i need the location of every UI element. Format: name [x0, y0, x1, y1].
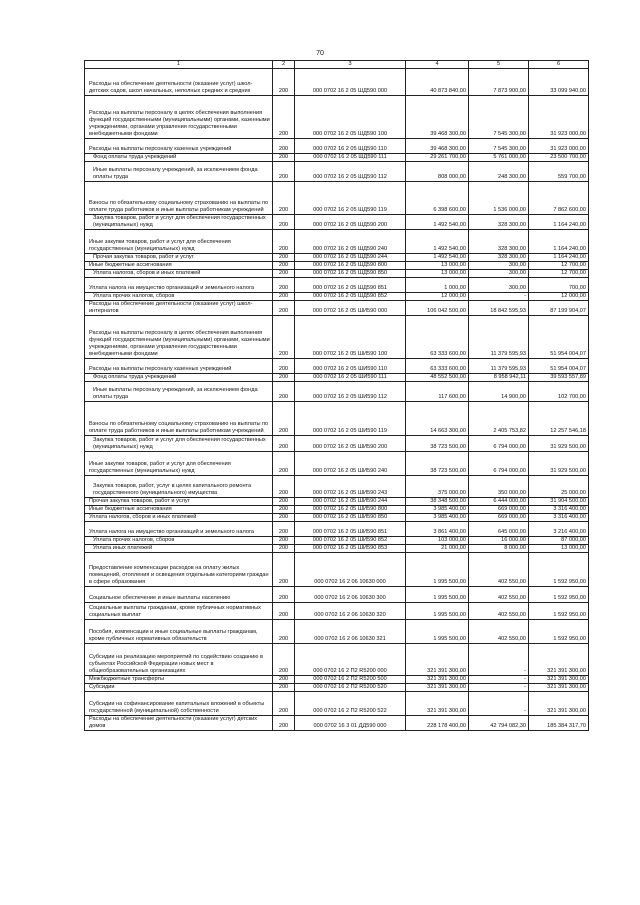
row-name: Расходы на обеспечение деятельности (оказание услуг) школ-детских садов, школ начальных, неполных средних и средних — [85, 69, 273, 96]
row-kbk: 000 0702 16 2 05 ШИ590 852 — [295, 537, 406, 545]
row-code: 200 — [273, 254, 295, 262]
row-value-remaining: 1 592 950,00 — [529, 553, 589, 587]
row-value-remaining: 3 316 400,00 — [529, 514, 589, 522]
row-value-executed: 669 000,00 — [469, 514, 529, 522]
row-value-plan: 38 348 500,00 — [406, 498, 469, 506]
table-row — [85, 293, 589, 301]
row-code: 200 — [273, 182, 295, 215]
table-row — [85, 684, 589, 692]
row-value-executed: 402 550,00 — [469, 587, 529, 603]
row-kbk: 000 0702 16 2 05 ШИ590 853 — [295, 545, 406, 553]
row-code: 200 — [273, 359, 295, 374]
column-header: 5 — [469, 61, 529, 69]
row-value-remaining: 12 700,00 — [529, 262, 589, 270]
row-value-plan: 1 995 500,00 — [406, 587, 469, 603]
row-name: Иные закупки товаров, работ и услуг для обеспечения государственных (муниципальных) нужд — [85, 452, 273, 476]
row-value-remaining: 39 593 557,89 — [529, 374, 589, 382]
table-row — [85, 514, 589, 522]
column-header: 6 — [529, 61, 589, 69]
table-row — [85, 476, 589, 498]
row-value-plan: 13 000,00 — [406, 262, 469, 270]
row-value-remaining: 185 384 317,70 — [529, 716, 589, 731]
page-number: 70 — [316, 50, 324, 57]
row-code: 200 — [273, 506, 295, 514]
row-name: Иные бюджетные ассигнования — [85, 506, 273, 514]
row-code: 200 — [273, 587, 295, 603]
table-row — [85, 316, 589, 359]
row-kbk: 000 0702 16 2 05 ШД590 200 — [295, 215, 406, 230]
row-value-plan: 13 000,00 — [406, 270, 469, 278]
row-kbk: 000 0702 16 2 05 ШИ590 240 — [295, 452, 406, 476]
row-code: 200 — [273, 514, 295, 522]
row-kbk: 000 0702 16 2 05 ШД590 850 — [295, 270, 406, 278]
row-value-executed: 350 000,00 — [469, 476, 529, 498]
row-value-executed: 328 300,00 — [469, 254, 529, 262]
row-name: Уплата налога на имущество организаций и земельного налога — [85, 522, 273, 537]
row-name: Иные выплаты персоналу учреждений, за исключением фонда оплаты труда — [85, 382, 273, 402]
row-code: 200 — [273, 676, 295, 684]
row-value-plan: 6 398 600,00 — [406, 182, 469, 215]
row-code: 200 — [273, 154, 295, 162]
row-code: 200 — [273, 293, 295, 301]
row-kbk: 000 0702 16 2 05 ШИ590 800 — [295, 506, 406, 514]
row-value-plan: 321 391 300,00 — [406, 684, 469, 692]
row-code: 200 — [273, 692, 295, 716]
row-kbk: 000 0702 16 2 05 ШД590 240 — [295, 230, 406, 254]
row-value-plan: 117 600,00 — [406, 382, 469, 402]
row-code: 200 — [273, 215, 295, 230]
row-value-remaining: 12 257 546,18 — [529, 402, 589, 436]
row-value-remaining: 31 923 000,00 — [529, 96, 589, 139]
row-name: Расходы на выплаты персоналу казенных учреждений — [85, 139, 273, 154]
row-value-remaining: 25 000,00 — [529, 476, 589, 498]
table-row — [85, 603, 589, 620]
row-name: Иные закупки товаров, работ и услуг для обеспечения государственных (муниципальных) нужд — [85, 230, 273, 254]
row-name: Взносы по обязательному социальному страхованию на выплаты по оплате труда работников и иные выплаты работникам учреждений — [85, 182, 273, 215]
table-row — [85, 553, 589, 587]
row-code: 200 — [273, 139, 295, 154]
row-kbk: 000 0702 16 2 05 ШИ590 243 — [295, 476, 406, 498]
table-header-row — [85, 61, 589, 69]
row-value-plan: 321 391 300,00 — [406, 692, 469, 716]
row-kbk: 000 0702 16 2 05 ШД590 111 — [295, 154, 406, 162]
table-row — [85, 69, 589, 96]
row-value-plan: 228 178 400,00 — [406, 716, 469, 731]
row-name: Прочая закупка товаров, работ и услуг — [85, 254, 273, 262]
row-value-executed: 328 300,00 — [469, 230, 529, 254]
table-row — [85, 374, 589, 382]
row-kbk: 000 0702 16 2 05 ШИ590 111 — [295, 374, 406, 382]
row-value-plan: 1 492 540,00 — [406, 215, 469, 230]
row-name: Расходы на выплаты персоналу в целях обеспечения выполнения функций государственными (муниципальными) органами, казенными учреждениями, органами управления государственными внебюджетными фондами — [85, 96, 273, 139]
row-name: Уплата налога на имущество организаций и земельного налога — [85, 278, 273, 293]
row-name: Иные выплаты персоналу учреждений, за исключением фонда оплаты труда — [85, 162, 273, 182]
table-row — [85, 545, 589, 553]
row-code: 200 — [273, 553, 295, 587]
row-value-remaining: 1 164 240,00 — [529, 230, 589, 254]
row-value-remaining: 3 316 400,00 — [529, 506, 589, 514]
row-value-remaining: 13 000,00 — [529, 545, 589, 553]
row-kbk: 000 0702 16 2 05 ШД590 851 — [295, 278, 406, 293]
row-name: Межбюджетные трансферты — [85, 676, 273, 684]
row-value-remaining: 321 391 300,00 — [529, 644, 589, 676]
row-value-plan: 106 042 500,00 — [406, 301, 469, 316]
row-name: Закупка товаров, работ и услуг для обеспечения государственных (муниципальных) нужд — [85, 215, 273, 230]
table-row — [85, 139, 589, 154]
row-name: Закупка товаров, работ, услуг в целях капитального ремонта государственного (муниципального) имущества — [85, 476, 273, 498]
row-value-remaining: 321 391 300,00 — [529, 676, 589, 684]
row-name: Фонд оплаты труда учреждений — [85, 374, 273, 382]
row-kbk: 000 0702 16 2 05 ШД590 800 — [295, 262, 406, 270]
table-row — [85, 522, 589, 537]
row-code: 200 — [273, 230, 295, 254]
row-value-executed: 300,00 — [469, 270, 529, 278]
row-kbk: 000 0702 16 2 06 10630 300 — [295, 587, 406, 603]
row-value-executed: 300,00 — [469, 278, 529, 293]
row-value-remaining: 1 592 950,00 — [529, 603, 589, 620]
row-kbk: 000 0702 16 2 05 ШИ590 119 — [295, 402, 406, 436]
row-value-executed: 8 000,00 — [469, 545, 529, 553]
row-value-remaining: 102 700,00 — [529, 382, 589, 402]
row-kbk: 000 0702 16 3 01 ДД590 000 — [295, 716, 406, 731]
table-row — [85, 676, 589, 684]
row-value-remaining: 3 216 400,00 — [529, 522, 589, 537]
row-value-plan: 12 000,00 — [406, 293, 469, 301]
row-value-executed: - — [469, 293, 529, 301]
row-value-plan: 29 261 700,00 — [406, 154, 469, 162]
row-code: 200 — [273, 684, 295, 692]
row-value-remaining: 51 954 004,07 — [529, 316, 589, 359]
row-value-remaining: 321 391 300,00 — [529, 684, 589, 692]
row-name: Закупка товаров, работ и услуг для обеспечения государственных (муниципальных) нужд — [85, 436, 273, 452]
table-row — [85, 436, 589, 452]
row-value-remaining: 33 099 940,00 — [529, 69, 589, 96]
table-row — [85, 96, 589, 139]
row-value-plan: 321 391 300,00 — [406, 676, 469, 684]
row-kbk: 000 0702 16 2 05 ШД590 110 — [295, 139, 406, 154]
row-code: 200 — [273, 522, 295, 537]
row-kbk: 000 0702 16 2 05 ШД590 000 — [295, 69, 406, 96]
row-value-remaining: 700,00 — [529, 278, 589, 293]
row-name: Уплата прочих налогов, сборов — [85, 293, 273, 301]
row-kbk: 000 0702 16 2 06 10630 000 — [295, 553, 406, 587]
row-value-plan: 1 000,00 — [406, 278, 469, 293]
row-kbk: 000 0702 16 2 05 ШД590 100 — [295, 96, 406, 139]
row-code: 200 — [273, 270, 295, 278]
row-name: Фонд оплаты труда учреждений — [85, 154, 273, 162]
row-code: 200 — [273, 262, 295, 270]
row-value-plan: 63 333 600,00 — [406, 316, 469, 359]
budget-table — [84, 60, 589, 731]
row-value-plan: 39 468 300,00 — [406, 139, 469, 154]
row-value-remaining: 87 199 904,07 — [529, 301, 589, 316]
row-code: 200 — [273, 278, 295, 293]
row-value-remaining: 31 923 000,00 — [529, 139, 589, 154]
row-code: 200 — [273, 603, 295, 620]
row-code: 200 — [273, 537, 295, 545]
column-header: 3 — [295, 61, 406, 69]
row-value-remaining: 31 929 500,00 — [529, 436, 589, 452]
row-value-executed: 42 794 082,30 — [469, 716, 529, 731]
row-value-executed: 402 550,00 — [469, 603, 529, 620]
table-row — [85, 587, 589, 603]
row-code: 200 — [273, 162, 295, 182]
row-value-executed: 248 300,00 — [469, 162, 529, 182]
row-value-remaining: 31 929 500,00 — [529, 452, 589, 476]
row-value-remaining: 1 592 950,00 — [529, 587, 589, 603]
row-value-executed: 645 000,00 — [469, 522, 529, 537]
row-code: 200 — [273, 620, 295, 644]
row-kbk: 000 0702 16 2 П2 R5200 520 — [295, 684, 406, 692]
row-value-plan: 14 663 300,00 — [406, 402, 469, 436]
row-kbk: 000 0702 16 2 П2 R5200 000 — [295, 644, 406, 676]
row-value-executed: 300,00 — [469, 262, 529, 270]
table-row — [85, 270, 589, 278]
table-row — [85, 254, 589, 262]
row-code: 200 — [273, 476, 295, 498]
row-value-executed: 328 300,00 — [469, 215, 529, 230]
row-value-executed: 669 000,00 — [469, 506, 529, 514]
row-value-executed: 402 550,00 — [469, 553, 529, 587]
row-kbk: 000 0702 16 2 06 10630 321 — [295, 620, 406, 644]
table-row — [85, 644, 589, 676]
row-kbk: 000 0702 16 2 П2 R5200 500 — [295, 676, 406, 684]
table-row — [85, 452, 589, 476]
table-row — [85, 498, 589, 506]
row-kbk: 000 0702 16 2 06 10630 320 — [295, 603, 406, 620]
row-name: Пособия, компенсации и иные социальные выплаты гражданам, кроме публичных нормативных обязательств — [85, 620, 273, 644]
table-row — [85, 301, 589, 316]
row-name: Прочая закупка товаров, работ и услуг — [85, 498, 273, 506]
row-value-remaining: 23 500 700,00 — [529, 154, 589, 162]
row-value-executed: 14 900,00 — [469, 382, 529, 402]
row-value-executed: 402 550,00 — [469, 620, 529, 644]
row-name: Субсидии — [85, 684, 273, 692]
row-name: Субсидии на софинансирование капитальных вложений в объекты государственной (муниципальной) собственности — [85, 692, 273, 716]
row-value-remaining: 1 164 240,00 — [529, 254, 589, 262]
table-row — [85, 278, 589, 293]
row-value-executed: - — [469, 684, 529, 692]
row-kbk: 000 0702 16 2 05 ШИ590 244 — [295, 498, 406, 506]
table-row — [85, 716, 589, 731]
row-value-executed: 1 536 000,00 — [469, 182, 529, 215]
row-kbk: 000 0702 16 2 05 ШИ590 850 — [295, 514, 406, 522]
row-value-plan: 1 995 500,00 — [406, 620, 469, 644]
table-row — [85, 215, 589, 230]
column-header: 1 — [85, 61, 273, 69]
row-name: Уплата налогов, сборов и иных платежей — [85, 270, 273, 278]
table-row — [85, 620, 589, 644]
row-value-remaining: 1 592 950,00 — [529, 620, 589, 644]
row-value-plan: 1 492 540,00 — [406, 230, 469, 254]
row-value-executed: 6 794 000,00 — [469, 452, 529, 476]
row-kbk: 000 0702 16 2 05 ШД590 112 — [295, 162, 406, 182]
row-value-remaining: 559 700,00 — [529, 162, 589, 182]
row-name: Взносы по обязательному социальному страхованию на выплаты по оплате труда работников и иные выплаты работникам учреждений — [85, 402, 273, 436]
row-code: 200 — [273, 374, 295, 382]
row-value-plan: 38 723 500,00 — [406, 436, 469, 452]
row-value-executed: 7 545 300,00 — [469, 139, 529, 154]
row-value-plan: 63 333 600,00 — [406, 359, 469, 374]
table-row — [85, 182, 589, 215]
row-kbk: 000 0702 16 2 05 ШД590 852 — [295, 293, 406, 301]
row-name: Уплата иных платежей — [85, 545, 273, 553]
row-value-executed: 7 873 900,00 — [469, 69, 529, 96]
row-name: Социальные выплаты гражданам, кроме публичных нормативных социальных выплат — [85, 603, 273, 620]
row-kbk: 000 0702 16 2 05 ШИ590 110 — [295, 359, 406, 374]
row-value-plan: 1 995 500,00 — [406, 603, 469, 620]
row-value-plan: 1 995 500,00 — [406, 553, 469, 587]
row-value-plan: 321 391 300,00 — [406, 644, 469, 676]
row-kbk: 000 0702 16 2 П2 R5200 522 — [295, 692, 406, 716]
row-value-executed: 18 842 595,93 — [469, 301, 529, 316]
table-row — [85, 359, 589, 374]
row-kbk: 000 0702 16 2 05 ШИ590 100 — [295, 316, 406, 359]
row-value-executed: - — [469, 692, 529, 716]
row-kbk: 000 0702 16 2 05 ШИ590 000 — [295, 301, 406, 316]
table-row — [85, 162, 589, 182]
row-value-remaining: 87 000,00 — [529, 537, 589, 545]
row-name: Расходы на выплаты персоналу в целях обеспечения выполнения функций государственными (муниципальными) органами, казенными учреждениями, органами управления государственными внебюджетными фондами — [85, 316, 273, 359]
row-name: Уплата прочих налогов, сборов — [85, 537, 273, 545]
table-row — [85, 402, 589, 436]
table-row — [85, 262, 589, 270]
row-value-remaining: 1 164 240,00 — [529, 215, 589, 230]
row-value-remaining: 12 700,00 — [529, 270, 589, 278]
row-name: Расходы на выплаты персоналу казенных учреждений — [85, 359, 273, 374]
row-code: 200 — [273, 301, 295, 316]
row-value-plan: 1 492 540,00 — [406, 254, 469, 262]
row-value-executed: 11 379 595,93 — [469, 359, 529, 374]
table-row — [85, 382, 589, 402]
row-code: 200 — [273, 545, 295, 553]
column-header: 2 — [273, 61, 295, 69]
row-value-executed: 6 444 000,00 — [469, 498, 529, 506]
column-header: 4 — [406, 61, 469, 69]
row-code: 200 — [273, 402, 295, 436]
row-value-executed: 16 000,00 — [469, 537, 529, 545]
row-code: 200 — [273, 69, 295, 96]
row-value-plan: 3 861 400,00 — [406, 522, 469, 537]
row-value-plan: 3 985 400,00 — [406, 506, 469, 514]
row-name: Предоставление компенсации расходов на оплату жилых помещений, отопления и освещения отдельным категориям граждан в сфере образования — [85, 553, 273, 587]
row-code: 200 — [273, 644, 295, 676]
row-name: Уплата налогов, сборов и иных платежей — [85, 514, 273, 522]
row-value-executed: 5 761 000,00 — [469, 154, 529, 162]
row-value-remaining: 7 862 600,00 — [529, 182, 589, 215]
row-value-executed: 11 379 595,93 — [469, 316, 529, 359]
row-value-executed: 8 958 942,11 — [469, 374, 529, 382]
row-name: Иные бюджетные ассигнования — [85, 262, 273, 270]
table-row — [85, 154, 589, 162]
row-code: 200 — [273, 96, 295, 139]
row-value-plan: 21 000,00 — [406, 545, 469, 553]
row-code: 200 — [273, 452, 295, 476]
row-name: Расходы на обеспечение деятельности (оказание услуг) школ-интернатов — [85, 301, 273, 316]
row-value-remaining: 12 000,00 — [529, 293, 589, 301]
row-value-plan: 48 552 500,00 — [406, 374, 469, 382]
table-row — [85, 506, 589, 514]
row-value-executed: 6 794 000,00 — [469, 436, 529, 452]
row-value-plan: 808 000,00 — [406, 162, 469, 182]
row-name: Субсидии на реализацию мероприятий по содействию созданию в субъектах Российской Федерации новых мест в общеобразовательных организациях — [85, 644, 273, 676]
row-value-remaining: 31 904 500,00 — [529, 498, 589, 506]
row-kbk: 000 0702 16 2 05 ШИ590 112 — [295, 382, 406, 402]
row-value-executed: 7 545 300,00 — [469, 96, 529, 139]
row-value-plan: 375 000,00 — [406, 476, 469, 498]
row-code: 200 — [273, 382, 295, 402]
row-value-plan: 39 468 300,00 — [406, 96, 469, 139]
row-code: 200 — [273, 316, 295, 359]
row-value-executed: 2 405 753,82 — [469, 402, 529, 436]
table-row — [85, 230, 589, 254]
row-kbk: 000 0702 16 2 05 ШД590 119 — [295, 182, 406, 215]
row-kbk: 000 0702 16 2 05 ШИ590 200 — [295, 436, 406, 452]
row-code: 200 — [273, 436, 295, 452]
row-code: 200 — [273, 498, 295, 506]
row-value-executed: - — [469, 676, 529, 684]
table-row — [85, 537, 589, 545]
row-kbk: 000 0702 16 2 05 ШИ590 851 — [295, 522, 406, 537]
row-code: 200 — [273, 716, 295, 731]
row-name: Социальное обеспечение и иные выплаты населению — [85, 587, 273, 603]
row-value-plan: 38 723 500,00 — [406, 452, 469, 476]
row-name: Расходы на обеспечение деятельности (оказание услуг) детских домов — [85, 716, 273, 731]
row-value-remaining: 51 954 004,07 — [529, 359, 589, 374]
row-value-executed: - — [469, 644, 529, 676]
row-value-plan: 3 985 400,00 — [406, 514, 469, 522]
table-row — [85, 692, 589, 716]
row-kbk: 000 0702 16 2 05 ШД590 244 — [295, 254, 406, 262]
row-value-remaining: 321 391 300,00 — [529, 692, 589, 716]
row-value-plan: 103 000,00 — [406, 537, 469, 545]
row-value-plan: 40 873 840,00 — [406, 69, 469, 96]
